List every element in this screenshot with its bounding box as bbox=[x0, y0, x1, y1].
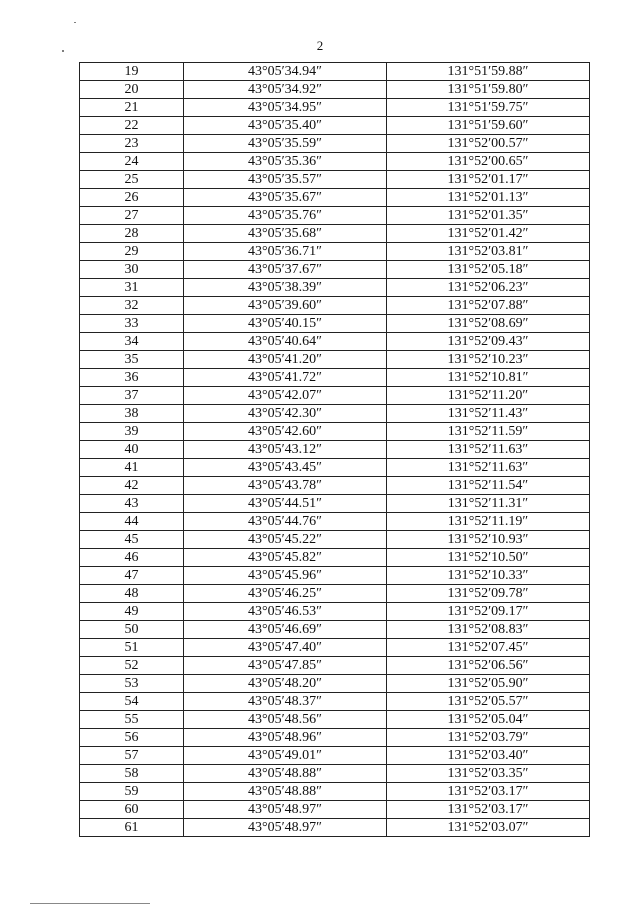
longitude-cell: 131°52′11.54″ bbox=[387, 477, 590, 495]
latitude-cell: 43°05′47.85″ bbox=[184, 657, 387, 675]
point-number-cell: 44 bbox=[80, 513, 184, 531]
longitude-cell: 131°52′11.59″ bbox=[387, 423, 590, 441]
latitude-cell: 43°05′46.25″ bbox=[184, 585, 387, 603]
latitude-cell: 43°05′35.40″ bbox=[184, 117, 387, 135]
table-row bbox=[80, 495, 590, 513]
point-number-cell: 29 bbox=[80, 243, 184, 261]
table-row bbox=[80, 621, 590, 639]
point-number-cell: 21 bbox=[80, 99, 184, 117]
table-row bbox=[80, 333, 590, 351]
latitude-cell: 43°05′35.57″ bbox=[184, 171, 387, 189]
latitude-cell: 43°05′46.69″ bbox=[184, 621, 387, 639]
table-row bbox=[80, 405, 590, 423]
table-row bbox=[80, 243, 590, 261]
table-row bbox=[80, 585, 590, 603]
point-number-cell: 39 bbox=[80, 423, 184, 441]
table-row bbox=[80, 189, 590, 207]
point-number-cell: 22 bbox=[80, 117, 184, 135]
table-row bbox=[80, 657, 590, 675]
point-number-cell: 40 bbox=[80, 441, 184, 459]
table-row bbox=[80, 261, 590, 279]
latitude-cell: 43°05′34.95″ bbox=[184, 99, 387, 117]
latitude-cell: 43°05′43.45″ bbox=[184, 459, 387, 477]
latitude-cell: 43°05′42.07″ bbox=[184, 387, 387, 405]
longitude-cell: 131°52′10.93″ bbox=[387, 531, 590, 549]
table-row bbox=[80, 711, 590, 729]
longitude-cell: 131°52′09.43″ bbox=[387, 333, 590, 351]
table-row bbox=[80, 351, 590, 369]
longitude-cell: 131°52′03.17″ bbox=[387, 801, 590, 819]
table-row bbox=[80, 765, 590, 783]
latitude-cell: 43°05′49.01″ bbox=[184, 747, 387, 765]
point-number-cell: 23 bbox=[80, 135, 184, 153]
table-row bbox=[80, 675, 590, 693]
longitude-cell: 131°52′01.13″ bbox=[387, 189, 590, 207]
point-number-cell: 43 bbox=[80, 495, 184, 513]
table-row bbox=[80, 783, 590, 801]
longitude-cell: 131°52′00.65″ bbox=[387, 153, 590, 171]
table-row bbox=[80, 279, 590, 297]
point-number-cell: 33 bbox=[80, 315, 184, 333]
longitude-cell: 131°52′01.35″ bbox=[387, 207, 590, 225]
longitude-cell: 131°51′59.88″ bbox=[387, 63, 590, 81]
longitude-cell: 131°52′07.88″ bbox=[387, 297, 590, 315]
longitude-cell: 131°52′11.43″ bbox=[387, 405, 590, 423]
point-number-cell: 35 bbox=[80, 351, 184, 369]
latitude-cell: 43°05′42.60″ bbox=[184, 423, 387, 441]
point-number-cell: 30 bbox=[80, 261, 184, 279]
point-number-cell: 55 bbox=[80, 711, 184, 729]
table-row bbox=[80, 441, 590, 459]
longitude-cell: 131°52′11.63″ bbox=[387, 441, 590, 459]
longitude-cell: 131°52′10.33″ bbox=[387, 567, 590, 585]
point-number-cell: 60 bbox=[80, 801, 184, 819]
latitude-cell: 43°05′41.20″ bbox=[184, 351, 387, 369]
table-row bbox=[80, 729, 590, 747]
table-row bbox=[80, 81, 590, 99]
point-number-cell: 51 bbox=[80, 639, 184, 657]
longitude-cell: 131°52′10.23″ bbox=[387, 351, 590, 369]
point-number-cell: 48 bbox=[80, 585, 184, 603]
latitude-cell: 43°05′48.88″ bbox=[184, 765, 387, 783]
point-number-cell: 47 bbox=[80, 567, 184, 585]
scan-speck bbox=[74, 22, 76, 23]
latitude-cell: 43°05′36.71″ bbox=[184, 243, 387, 261]
table-row bbox=[80, 135, 590, 153]
coordinates-table bbox=[79, 62, 590, 837]
latitude-cell: 43°05′48.96″ bbox=[184, 729, 387, 747]
table-row bbox=[80, 639, 590, 657]
point-number-cell: 36 bbox=[80, 369, 184, 387]
latitude-cell: 43°05′48.56″ bbox=[184, 711, 387, 729]
latitude-cell: 43°05′41.72″ bbox=[184, 369, 387, 387]
latitude-cell: 43°05′44.76″ bbox=[184, 513, 387, 531]
longitude-cell: 131°52′11.19″ bbox=[387, 513, 590, 531]
latitude-cell: 43°05′45.96″ bbox=[184, 567, 387, 585]
longitude-cell: 131°52′09.78″ bbox=[387, 585, 590, 603]
latitude-cell: 43°05′48.37″ bbox=[184, 693, 387, 711]
point-number-cell: 49 bbox=[80, 603, 184, 621]
point-number-cell: 42 bbox=[80, 477, 184, 495]
point-number-cell: 20 bbox=[80, 81, 184, 99]
latitude-cell: 43°05′42.30″ bbox=[184, 405, 387, 423]
table-row bbox=[80, 567, 590, 585]
latitude-cell: 43°05′39.60″ bbox=[184, 297, 387, 315]
longitude-cell: 131°52′08.83″ bbox=[387, 621, 590, 639]
longitude-cell: 131°52′03.81″ bbox=[387, 243, 590, 261]
longitude-cell: 131°52′03.07″ bbox=[387, 819, 590, 837]
point-number-cell: 58 bbox=[80, 765, 184, 783]
table-row bbox=[80, 99, 590, 117]
table-row bbox=[80, 225, 590, 243]
longitude-cell: 131°52′06.23″ bbox=[387, 279, 590, 297]
longitude-cell: 131°51′59.80″ bbox=[387, 81, 590, 99]
table-row bbox=[80, 531, 590, 549]
longitude-cell: 131°52′05.90″ bbox=[387, 675, 590, 693]
point-number-cell: 45 bbox=[80, 531, 184, 549]
longitude-cell: 131°52′03.17″ bbox=[387, 783, 590, 801]
longitude-cell: 131°52′11.20″ bbox=[387, 387, 590, 405]
table-row bbox=[80, 459, 590, 477]
point-number-cell: 31 bbox=[80, 279, 184, 297]
table-row bbox=[80, 423, 590, 441]
point-number-cell: 37 bbox=[80, 387, 184, 405]
longitude-cell: 131°51′59.75″ bbox=[387, 99, 590, 117]
longitude-cell: 131°52′09.17″ bbox=[387, 603, 590, 621]
table-row bbox=[80, 747, 590, 765]
point-number-cell: 24 bbox=[80, 153, 184, 171]
latitude-cell: 43°05′48.97″ bbox=[184, 819, 387, 837]
latitude-cell: 43°05′34.94″ bbox=[184, 63, 387, 81]
table-row bbox=[80, 693, 590, 711]
table-row bbox=[80, 603, 590, 621]
point-number-cell: 38 bbox=[80, 405, 184, 423]
point-number-cell: 52 bbox=[80, 657, 184, 675]
latitude-cell: 43°05′45.82″ bbox=[184, 549, 387, 567]
latitude-cell: 43°05′35.76″ bbox=[184, 207, 387, 225]
latitude-cell: 43°05′38.39″ bbox=[184, 279, 387, 297]
point-number-cell: 54 bbox=[80, 693, 184, 711]
latitude-cell: 43°05′40.15″ bbox=[184, 315, 387, 333]
point-number-cell: 50 bbox=[80, 621, 184, 639]
table-row bbox=[80, 297, 590, 315]
latitude-cell: 43°05′35.67″ bbox=[184, 189, 387, 207]
latitude-cell: 43°05′35.59″ bbox=[184, 135, 387, 153]
longitude-cell: 131°52′03.40″ bbox=[387, 747, 590, 765]
longitude-cell: 131°52′10.50″ bbox=[387, 549, 590, 567]
table-row bbox=[80, 477, 590, 495]
table-row bbox=[80, 801, 590, 819]
longitude-cell: 131°52′05.04″ bbox=[387, 711, 590, 729]
point-number-cell: 34 bbox=[80, 333, 184, 351]
point-number-cell: 57 bbox=[80, 747, 184, 765]
point-number-cell: 28 bbox=[80, 225, 184, 243]
latitude-cell: 43°05′35.36″ bbox=[184, 153, 387, 171]
latitude-cell: 43°05′44.51″ bbox=[184, 495, 387, 513]
latitude-cell: 43°05′37.67″ bbox=[184, 261, 387, 279]
longitude-cell: 131°52′07.45″ bbox=[387, 639, 590, 657]
table-row bbox=[80, 117, 590, 135]
page-number: 2 bbox=[316, 38, 324, 53]
point-number-cell: 46 bbox=[80, 549, 184, 567]
longitude-cell: 131°52′03.79″ bbox=[387, 729, 590, 747]
longitude-cell: 131°52′01.17″ bbox=[387, 171, 590, 189]
point-number-cell: 26 bbox=[80, 189, 184, 207]
table-row bbox=[80, 387, 590, 405]
point-number-cell: 56 bbox=[80, 729, 184, 747]
latitude-cell: 43°05′35.68″ bbox=[184, 225, 387, 243]
coordinates-table-body bbox=[80, 63, 590, 837]
latitude-cell: 43°05′48.20″ bbox=[184, 675, 387, 693]
latitude-cell: 43°05′43.12″ bbox=[184, 441, 387, 459]
table-row bbox=[80, 513, 590, 531]
point-number-cell: 59 bbox=[80, 783, 184, 801]
latitude-cell: 43°05′48.97″ bbox=[184, 801, 387, 819]
longitude-cell: 131°52′06.56″ bbox=[387, 657, 590, 675]
point-number-cell: 32 bbox=[80, 297, 184, 315]
longitude-cell: 131°52′01.42″ bbox=[387, 225, 590, 243]
latitude-cell: 43°05′34.92″ bbox=[184, 81, 387, 99]
latitude-cell: 43°05′46.53″ bbox=[184, 603, 387, 621]
longitude-cell: 131°52′05.57″ bbox=[387, 693, 590, 711]
longitude-cell: 131°52′05.18″ bbox=[387, 261, 590, 279]
table-row bbox=[80, 549, 590, 567]
point-number-cell: 25 bbox=[80, 171, 184, 189]
latitude-cell: 43°05′45.22″ bbox=[184, 531, 387, 549]
longitude-cell: 131°52′08.69″ bbox=[387, 315, 590, 333]
latitude-cell: 43°05′48.88″ bbox=[184, 783, 387, 801]
table-row bbox=[80, 819, 590, 837]
point-number-cell: 41 bbox=[80, 459, 184, 477]
longitude-cell: 131°52′11.31″ bbox=[387, 495, 590, 513]
longitude-cell: 131°51′59.60″ bbox=[387, 117, 590, 135]
longitude-cell: 131°52′03.35″ bbox=[387, 765, 590, 783]
latitude-cell: 43°05′47.40″ bbox=[184, 639, 387, 657]
table-row bbox=[80, 171, 590, 189]
table-row bbox=[80, 315, 590, 333]
latitude-cell: 43°05′43.78″ bbox=[184, 477, 387, 495]
point-number-cell: 19 bbox=[80, 63, 184, 81]
point-number-cell: 61 bbox=[80, 819, 184, 837]
table-row bbox=[80, 153, 590, 171]
table-row bbox=[80, 63, 590, 81]
scan-edge-line bbox=[30, 903, 150, 904]
table-row bbox=[80, 207, 590, 225]
point-number-cell: 27 bbox=[80, 207, 184, 225]
longitude-cell: 131°52′10.81″ bbox=[387, 369, 590, 387]
longitude-cell: 131°52′11.63″ bbox=[387, 459, 590, 477]
longitude-cell: 131°52′00.57″ bbox=[387, 135, 590, 153]
latitude-cell: 43°05′40.64″ bbox=[184, 333, 387, 351]
point-number-cell: 53 bbox=[80, 675, 184, 693]
table-row bbox=[80, 369, 590, 387]
